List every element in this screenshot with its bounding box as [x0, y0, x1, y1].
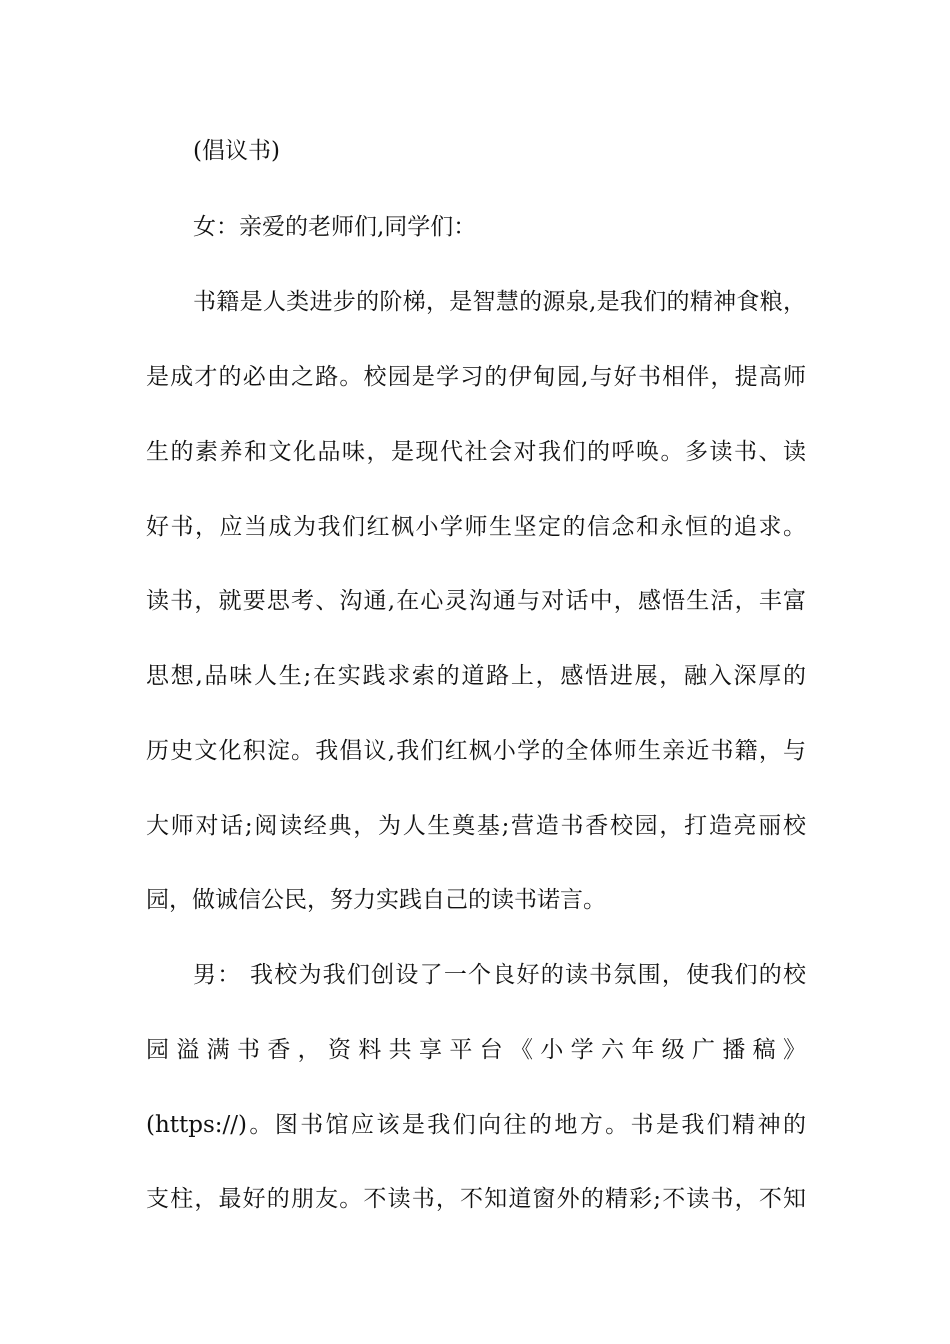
paragraph-line: 生的素养和文化品味，是现代社会对我们的呼唤。多读书、读: [146, 439, 806, 465]
paragraph-line: (https://)。图书馆应该是我们向往的地方。书是我们精神的: [146, 1112, 806, 1138]
paragraph-line: 读书，就要思考、沟通,在心灵沟通与对话中，感悟生活，丰富: [146, 588, 806, 614]
paragraph-line: 男： 我校为我们创设了一个良好的读书氛围，使我们的校: [193, 962, 806, 988]
paragraph-line: 园，做诚信公民，努力实践自己的读书诺言。: [146, 887, 606, 913]
paragraph-line: 支柱，最好的朋友。不读书，不知道窗外的精彩;不读书，不知: [146, 1186, 806, 1212]
paragraph-line: 大师对话;阅读经典，为人生奠基;营造书香校园，打造亮丽校: [146, 813, 806, 839]
greeting-line: 女：亲爱的老师们,同学们：: [193, 214, 477, 240]
doc-title: (倡议书): [193, 138, 280, 164]
paragraph-line: 思想,品味人生;在实践求索的道路上，感悟进展，融入深厚的: [146, 663, 806, 689]
paragraph-line: 书籍是人类进步的阶梯，是智慧的源泉,是我们的精神食粮，: [193, 289, 806, 315]
paragraph-line: 历史文化积淀。我倡议,我们红枫小学的全体师生亲近书籍，与: [146, 738, 806, 764]
paragraph-line: 好书，应当成为我们红枫小学师生坚定的信念和永恒的追求。: [146, 514, 806, 540]
paragraph-line: 园溢满书香，资料共享平台《小学六年级广播稿》: [146, 1037, 806, 1063]
paragraph-line: 是成才的必由之路。校园是学习的伊甸园,与好书相伴，提高师: [146, 364, 806, 390]
